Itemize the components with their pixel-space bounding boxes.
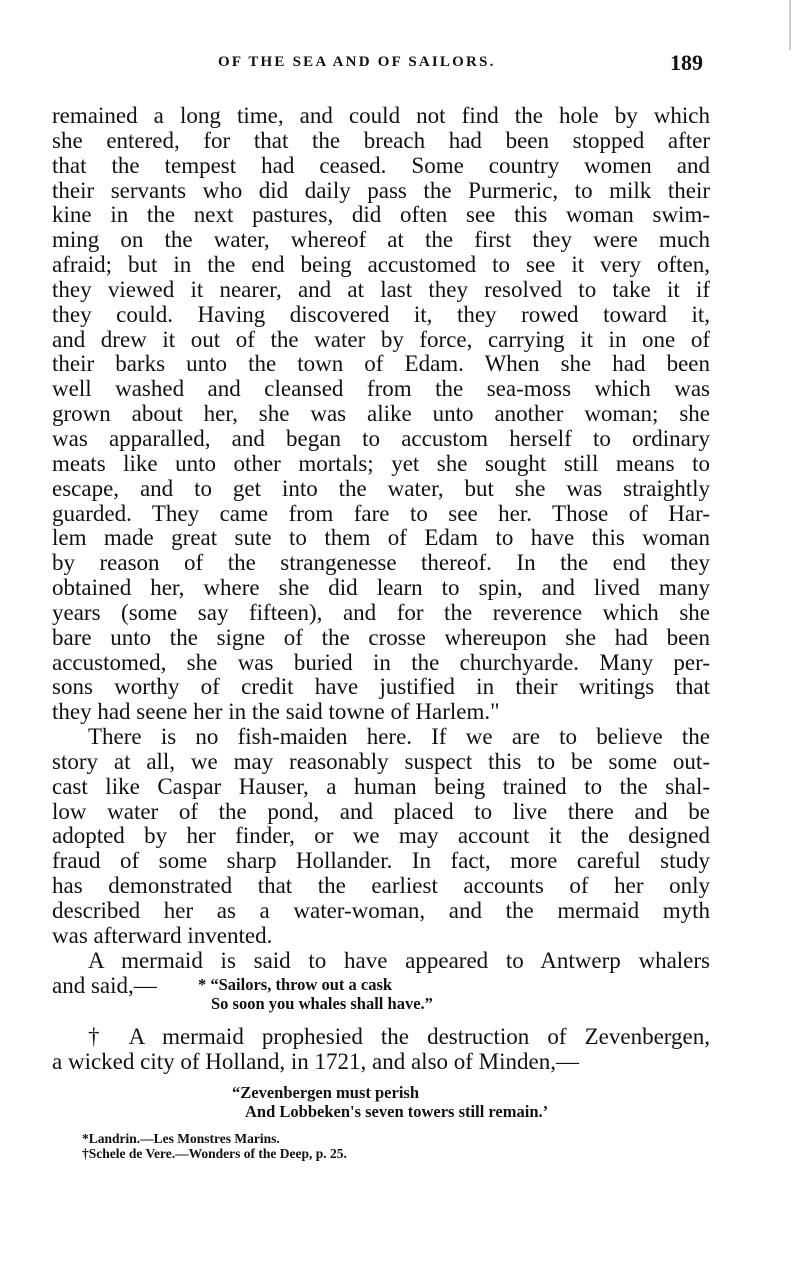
footnote: *Landrin.—Les Monstres Marins. — [82, 1131, 280, 1146]
page-header — [0, 50, 795, 76]
verse-quote-2 — [232, 1083, 548, 1121]
text-line: has demonstrated that the earliest accounts of her only — [52, 873, 710, 899]
page-edge-mark — [789, 0, 791, 50]
running-title: OF THE SEA AND OF SAILORS. — [218, 54, 496, 70]
text-line: ming on the water, whereof at the first they were much — [52, 227, 710, 253]
text-line: accustomed, she was buried in the churchyarde. Many per- — [52, 649, 710, 675]
text-line: a wicked city of Holland, in 1721, and also of Minden,— — [52, 1048, 579, 1074]
paragraph-zevenbergen — [52, 1025, 710, 1075]
text-line: meats like unto other mortals; yet she sought still means to — [52, 450, 710, 476]
text-line: she entered, for that the breach had been stopped after — [52, 127, 710, 153]
text-line: remained a long time, and could not find the hole by which — [52, 103, 710, 128]
text-line: bare unto the signe of the crosse whereupon she had been — [52, 624, 710, 650]
text-line: and drew it out of the water by force, carrying it in one of — [52, 326, 710, 352]
text-line: grown about her, she was alike unto another woman; she — [52, 401, 710, 427]
text-line: their servants who did daily pass the Purmeric, to milk their — [52, 177, 710, 203]
text-line: and said,— — [52, 972, 157, 998]
text-line: guarded. They came from fare to see her. Those of Har- — [52, 500, 710, 526]
text-line: There is no fish-maiden here. If we are to believe the — [88, 724, 710, 750]
text-line: lem made great sute to them of Edam to have this woman — [52, 525, 710, 551]
verse-quote-1 — [198, 975, 433, 1013]
text-line: adopted by her finder, or we may account it the designed — [52, 823, 710, 849]
text-line: described her as a water-woman, and the mermaid myth — [52, 898, 710, 923]
text-line: A mermaid is said to have appeared to Antwerp whalers — [88, 947, 710, 973]
text-line: years (some say fifteen), and for the reverence which she — [52, 599, 710, 625]
text-line: that the tempest had ceased. Some country women and — [52, 152, 710, 178]
text-line: cast like Caspar Hauser, a human being trained to the shal- — [52, 773, 710, 799]
text-line: † A mermaid prophesied the destruction of Zevenbergen, — [88, 1024, 710, 1049]
text-line: they had seene her in the said towne of Harlem." — [52, 699, 500, 725]
text-line: kine in the next pastures, did often see this woman swim- — [52, 202, 710, 228]
footnote: †Schele de Vere.—Wonders of the Deep, p. 25. — [82, 1146, 347, 1161]
footnotes — [82, 1131, 347, 1161]
verse-line: And Lobbeken's seven towers still remain.’ — [245, 1102, 549, 1121]
verse-line: “Zevenbergen must perish — [232, 1083, 419, 1102]
body-text — [52, 104, 710, 998]
text-line: their barks unto the town of Edam. When she had been — [52, 351, 710, 377]
text-line: was apparalled, and began to accustom herself to ordinary — [52, 425, 710, 451]
text-line: story at all, we may reasonably suspect this to be some out- — [52, 748, 710, 774]
text-line: they could. Having discovered it, they rowed toward it, — [52, 301, 710, 327]
text-line: they viewed it nearer, and at last they resolved to take it if — [52, 276, 710, 302]
text-line: was afterward invented. — [52, 922, 273, 948]
text-line: fraud of some sharp Hollander. In fact, more careful study — [52, 848, 710, 874]
text-line: afraid; but in the end being accustomed to see it very often, — [52, 252, 710, 278]
verse-line: * “Sailors, throw out a cask — [198, 975, 393, 994]
text-line: sons worthy of credit have justified in their writings that — [52, 674, 710, 700]
text-line: low water of the pond, and placed to live there and be — [52, 798, 710, 824]
text-line: escape, and to get into the water, but she was straightly — [52, 475, 710, 501]
text-line: by reason of the strangenesse thereof. In the end they — [52, 550, 710, 576]
text-line: well washed and cleansed from the sea-moss which was — [52, 376, 710, 402]
verse-line: So soon you whales shall have.” — [211, 994, 433, 1013]
text-line: obtained her, where she did learn to spin, and lived many — [52, 575, 710, 601]
page-number: 189 — [670, 50, 703, 75]
